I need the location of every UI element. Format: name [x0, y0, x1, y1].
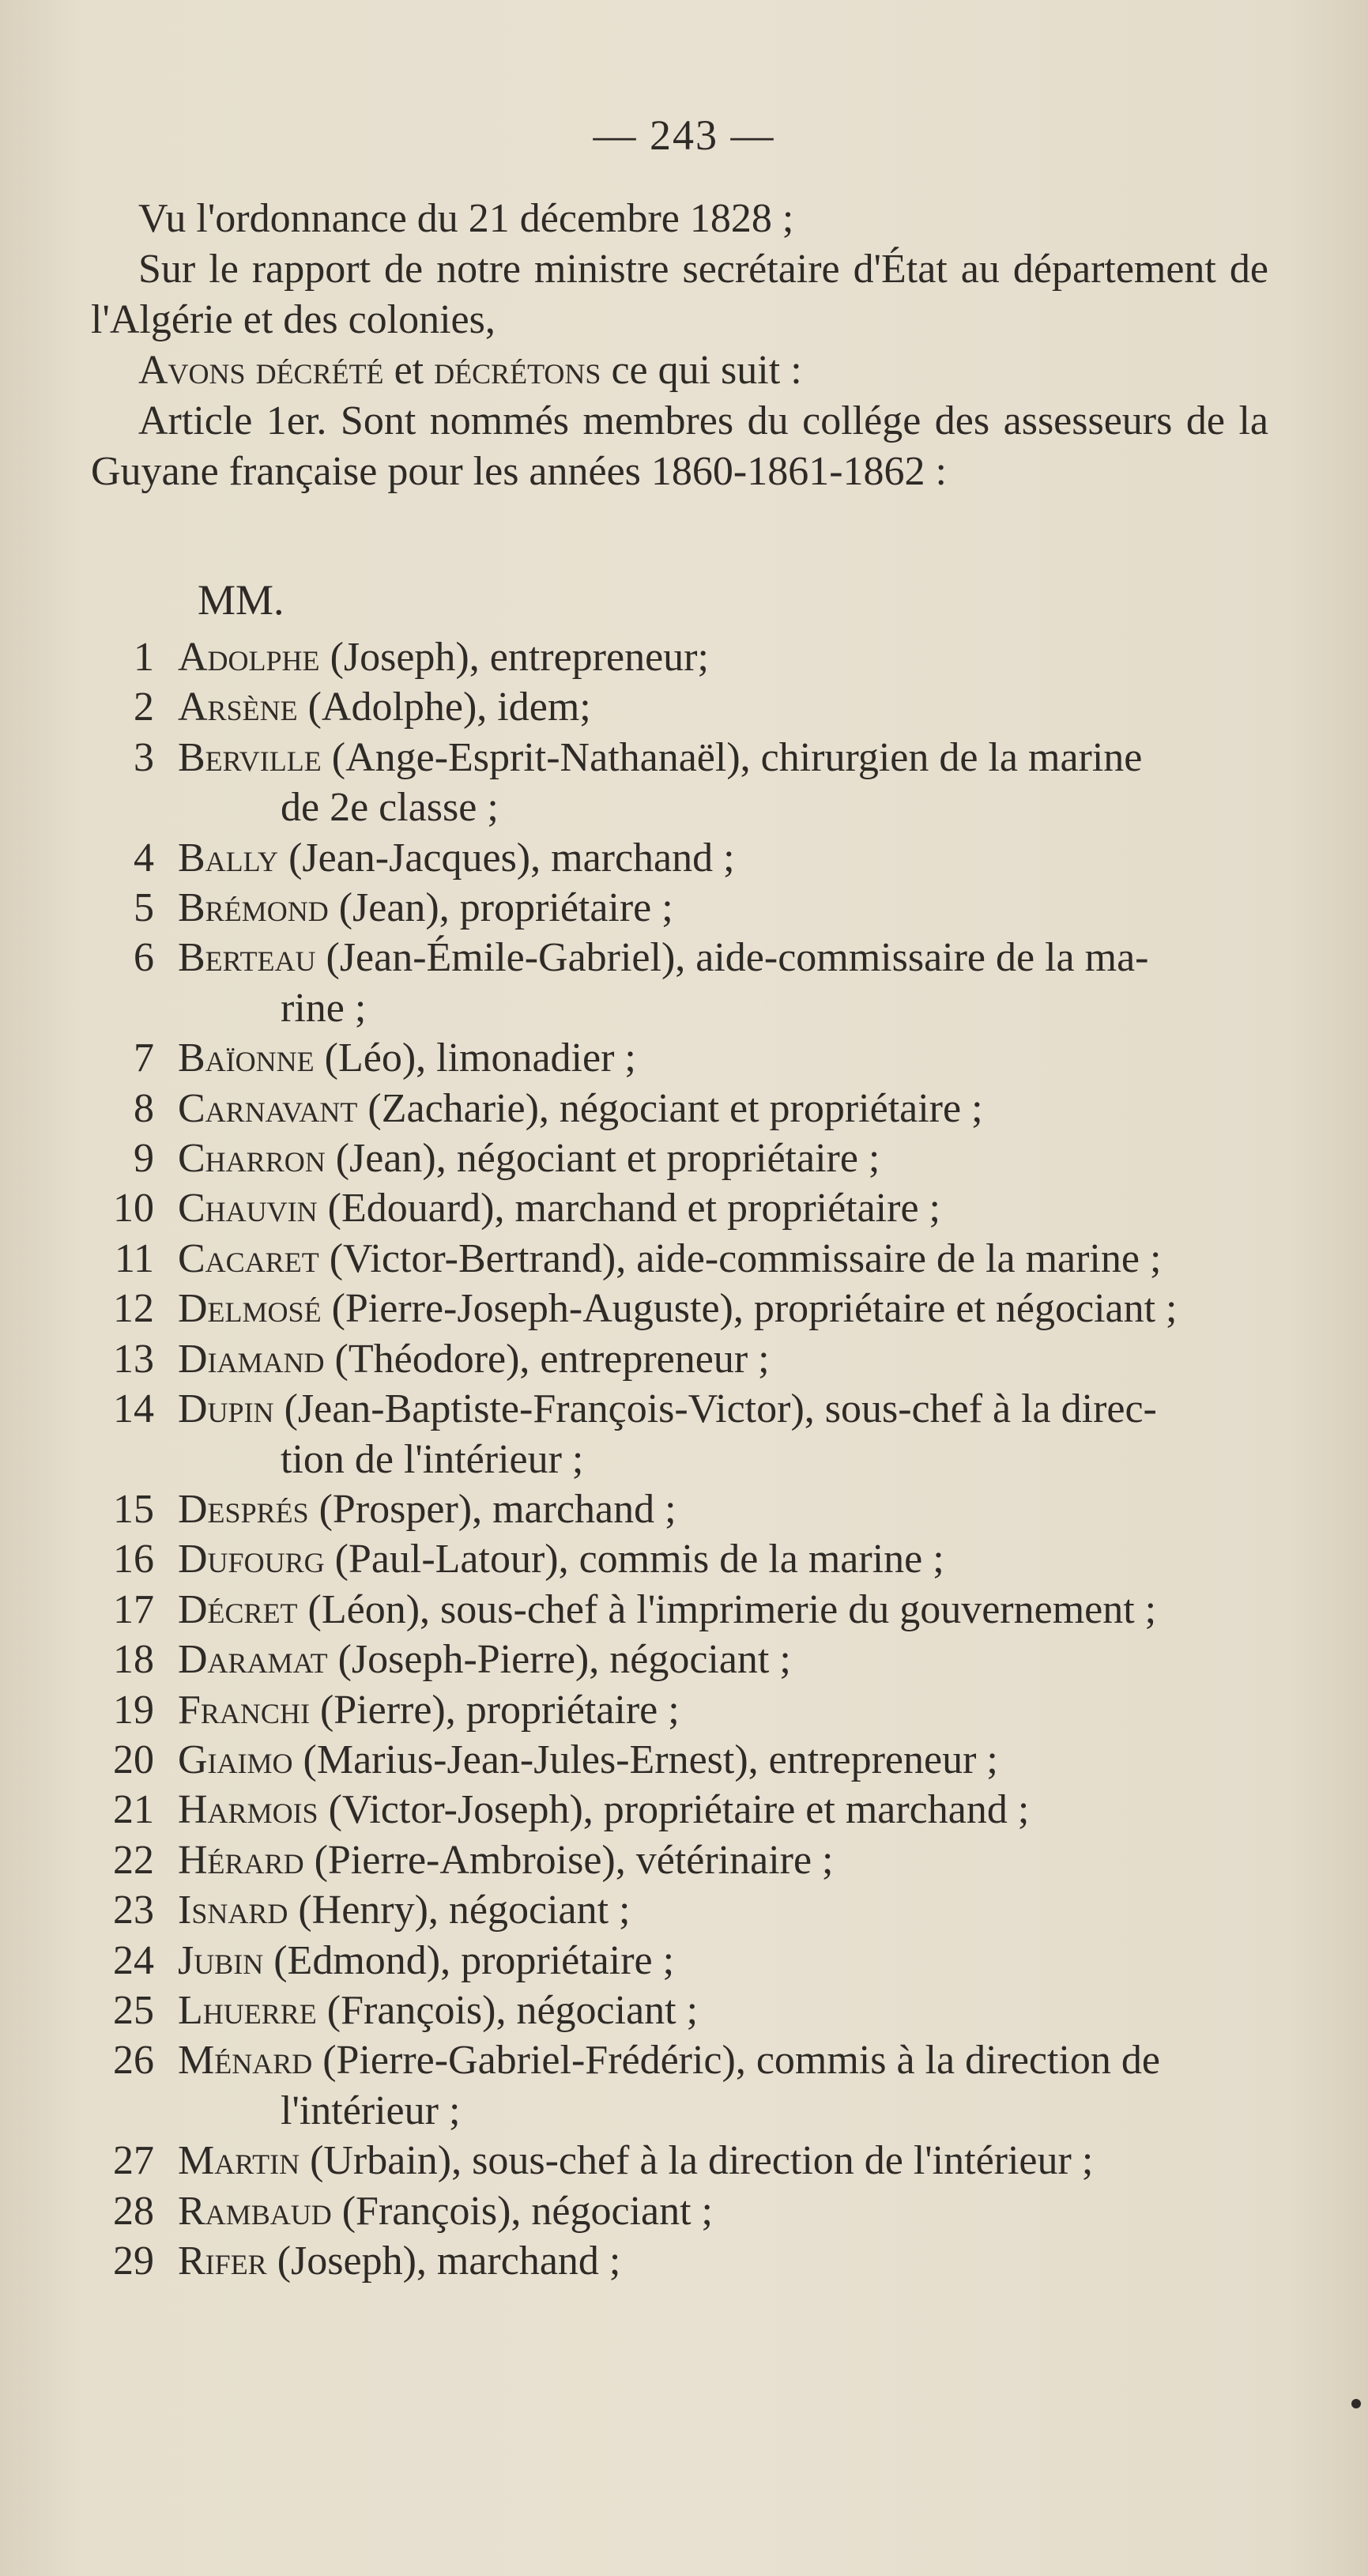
member-number: 16 — [113, 1537, 154, 1582]
list-item — [91, 2035, 1292, 2136]
decree-lead2: décrétons — [434, 348, 601, 393]
members-list — [91, 632, 1292, 2286]
ink-speck — [1351, 2399, 1361, 2408]
member-number: 7 — [134, 1035, 154, 1081]
list-item — [91, 2136, 1292, 2186]
member-continuation: rine ; — [281, 985, 367, 1031]
member-surname: Daramat — [178, 1637, 328, 1683]
list-item — [91, 682, 1292, 732]
list-item — [91, 1685, 1292, 1735]
list-item — [91, 1133, 1292, 1183]
member-surname: Carnavant — [178, 1085, 358, 1131]
member-surname: Giaimo — [178, 1737, 293, 1782]
member-surname: Lhuerre — [178, 1987, 317, 2033]
member-number: 18 — [113, 1637, 154, 1683]
list-item — [91, 2236, 1292, 2286]
list-item — [91, 1484, 1292, 1534]
member-surname: Bally — [178, 835, 279, 881]
member-detail: (Prosper), marchand ; — [308, 1486, 676, 1532]
member-number: 9 — [134, 1136, 154, 1182]
decree-mid: et — [383, 348, 435, 393]
list-item — [91, 2186, 1292, 2236]
member-number: 26 — [113, 2038, 154, 2084]
member-surname: Chauvin — [178, 1186, 318, 1231]
member-detail: (Pierre-Ambroise), vétérinaire ; — [303, 1837, 834, 1883]
member-surname: Rifer — [178, 2238, 267, 2284]
member-surname: Delmosé — [178, 1286, 322, 1332]
member-detail: (Léo), limonadier ; — [314, 1035, 636, 1081]
member-surname: Ménard — [178, 2038, 313, 2084]
member-detail: (Jean-Jacques), marchand ; — [278, 835, 735, 881]
list-item — [91, 632, 1292, 682]
member-number: 20 — [113, 1737, 154, 1782]
member-surname: Berville — [178, 734, 322, 780]
page-number: — 243 — — [593, 111, 775, 159]
member-surname: Franchi — [178, 1687, 310, 1733]
member-continuation: l'intérieur ; — [281, 2088, 461, 2133]
list-item — [91, 1183, 1292, 1233]
member-number: 5 — [134, 885, 154, 931]
member-number: 23 — [113, 1888, 154, 1933]
member-detail: (Henry), négociant ; — [288, 1888, 631, 1933]
paragraph-rapport: Sur le rapport de notre ministre secrétaire d'État au département de l'Algérie et des colonies, — [91, 247, 1268, 342]
member-detail: (Jean), négociant et propriétaire ; — [325, 1136, 880, 1182]
member-detail: (Edouard), marchand et propriétaire ; — [317, 1186, 940, 1231]
member-number: 27 — [113, 2138, 154, 2184]
list-item — [91, 833, 1292, 883]
paragraph-ordonnance: Vu l'ordonnance du 21 décembre 1828 ; — [138, 196, 794, 241]
list-item — [91, 883, 1292, 933]
member-surname: Diamand — [178, 1336, 325, 1382]
list-item — [91, 1234, 1292, 1284]
member-detail: (Jean-Émile-Gabriel), aide-commissaire de la ma- — [315, 935, 1149, 981]
member-surname: Cacaret — [178, 1235, 319, 1281]
member-detail: (Edmond), propriétaire ; — [263, 1937, 675, 1983]
member-number: 3 — [134, 734, 154, 780]
list-item — [91, 1534, 1292, 1584]
member-surname: Després — [178, 1486, 309, 1532]
member-surname: Adolphe — [178, 635, 320, 680]
member-detail: (Pierre-Gabriel-Frédéric), commis à la direction de — [312, 2038, 1160, 2084]
member-detail: (Victor-Bertrand), aide-commissaire de la marine ; — [318, 1235, 1162, 1281]
member-surname: Décret — [178, 1586, 298, 1632]
paragraph-decree — [91, 345, 1268, 396]
list-item — [91, 1735, 1292, 1785]
paragraph-article: Article 1er. Sont nommés membres du collége des assesseurs de la Guyane française pour les années 1860-1861-1862 : — [91, 398, 1268, 494]
list-item — [91, 1936, 1292, 1986]
member-number: 29 — [113, 2238, 154, 2284]
member-detail: (François), négociant ; — [331, 2188, 713, 2234]
member-detail: (Adolphe), idem; — [297, 685, 591, 730]
member-number: 2 — [134, 685, 154, 730]
member-continuation: tion de l'intérieur ; — [281, 1436, 584, 1482]
member-number: 22 — [113, 1837, 154, 1883]
list-item — [91, 1084, 1292, 1133]
member-surname: Hérard — [178, 1837, 304, 1883]
member-number: 4 — [134, 835, 154, 881]
member-surname: Brémond — [178, 885, 329, 931]
list-item — [91, 1033, 1292, 1083]
member-detail: (Zacharie), négociant et propriétaire ; — [357, 1085, 983, 1131]
list-item — [91, 733, 1292, 833]
member-detail: (Marius-Jean-Jules-Ernest), entrepreneur ; — [292, 1737, 998, 1782]
mm-heading: MM. — [198, 576, 285, 624]
member-surname: Dupin — [178, 1386, 274, 1432]
member-number: 28 — [113, 2188, 154, 2234]
member-detail: (Joseph), entrepreneur; — [319, 635, 709, 680]
member-detail: (Ange-Esprit-Nathanaël), chirurgien de la marine — [321, 734, 1143, 780]
list-item — [91, 1885, 1292, 1935]
member-surname: Arsène — [178, 685, 298, 730]
member-detail: (Léon), sous-chef à l'imprimerie du gouvernement ; — [297, 1586, 1157, 1632]
member-detail: (Théodore), entrepreneur ; — [324, 1336, 770, 1382]
list-item — [91, 1986, 1292, 2035]
member-detail: (Victor-Joseph), propriétaire et marchand ; — [318, 1787, 1030, 1833]
list-item — [91, 1785, 1292, 1835]
member-surname: Berteau — [178, 935, 316, 981]
member-number: 24 — [113, 1937, 154, 1983]
member-surname: Isnard — [178, 1888, 288, 1933]
member-number: 12 — [113, 1286, 154, 1332]
member-surname: Martin — [178, 2138, 300, 2184]
list-item — [91, 1835, 1292, 1885]
member-number: 15 — [113, 1486, 154, 1532]
decree-rest: ce qui suit : — [601, 348, 802, 393]
member-detail: (Joseph), marchand ; — [266, 2238, 621, 2284]
member-detail: (Jean), propriétaire ; — [328, 885, 673, 931]
member-detail: (Pierre), propriétaire ; — [309, 1687, 680, 1733]
member-number: 1 — [134, 635, 154, 680]
member-number: 17 — [113, 1586, 154, 1632]
list-item — [91, 1384, 1292, 1484]
member-number: 11 — [114, 1235, 154, 1281]
member-number: 13 — [113, 1336, 154, 1382]
member-number: 10 — [113, 1186, 154, 1231]
member-surname: Harmois — [178, 1787, 318, 1833]
member-number: 6 — [134, 935, 154, 981]
member-detail: (Jean-Baptiste-François-Victor), sous-chef à la direc- — [273, 1386, 1157, 1432]
member-continuation: de 2e classe ; — [281, 785, 499, 831]
body-text — [91, 194, 1268, 497]
list-item — [91, 933, 1292, 1033]
member-detail: (François), négociant ; — [316, 1987, 699, 2033]
list-item — [91, 1585, 1292, 1635]
member-detail: (Pierre-Joseph-Auguste), propriétaire et négociant ; — [321, 1286, 1178, 1332]
member-surname: Baïonne — [178, 1035, 315, 1081]
member-number: 8 — [134, 1085, 154, 1131]
member-number: 19 — [113, 1687, 154, 1733]
list-item — [91, 1635, 1292, 1684]
member-surname: Dufourg — [178, 1537, 325, 1582]
member-detail: (Urbain), sous-chef à la direction de l'intérieur ; — [300, 2138, 1094, 2184]
decree-lead: Avons décrété — [138, 348, 384, 393]
list-item — [91, 1284, 1292, 1333]
member-surname: Jubin — [178, 1937, 264, 1983]
member-detail: (Joseph-Pierre), négociant ; — [327, 1637, 791, 1683]
member-surname: Charron — [178, 1136, 326, 1182]
member-detail: (Paul-Latour), commis de la marine ; — [324, 1537, 944, 1582]
member-number: 14 — [113, 1386, 154, 1432]
member-number: 25 — [113, 1987, 154, 2033]
list-item — [91, 1334, 1292, 1384]
member-surname: Rambaud — [178, 2188, 332, 2234]
member-number: 21 — [113, 1787, 154, 1833]
